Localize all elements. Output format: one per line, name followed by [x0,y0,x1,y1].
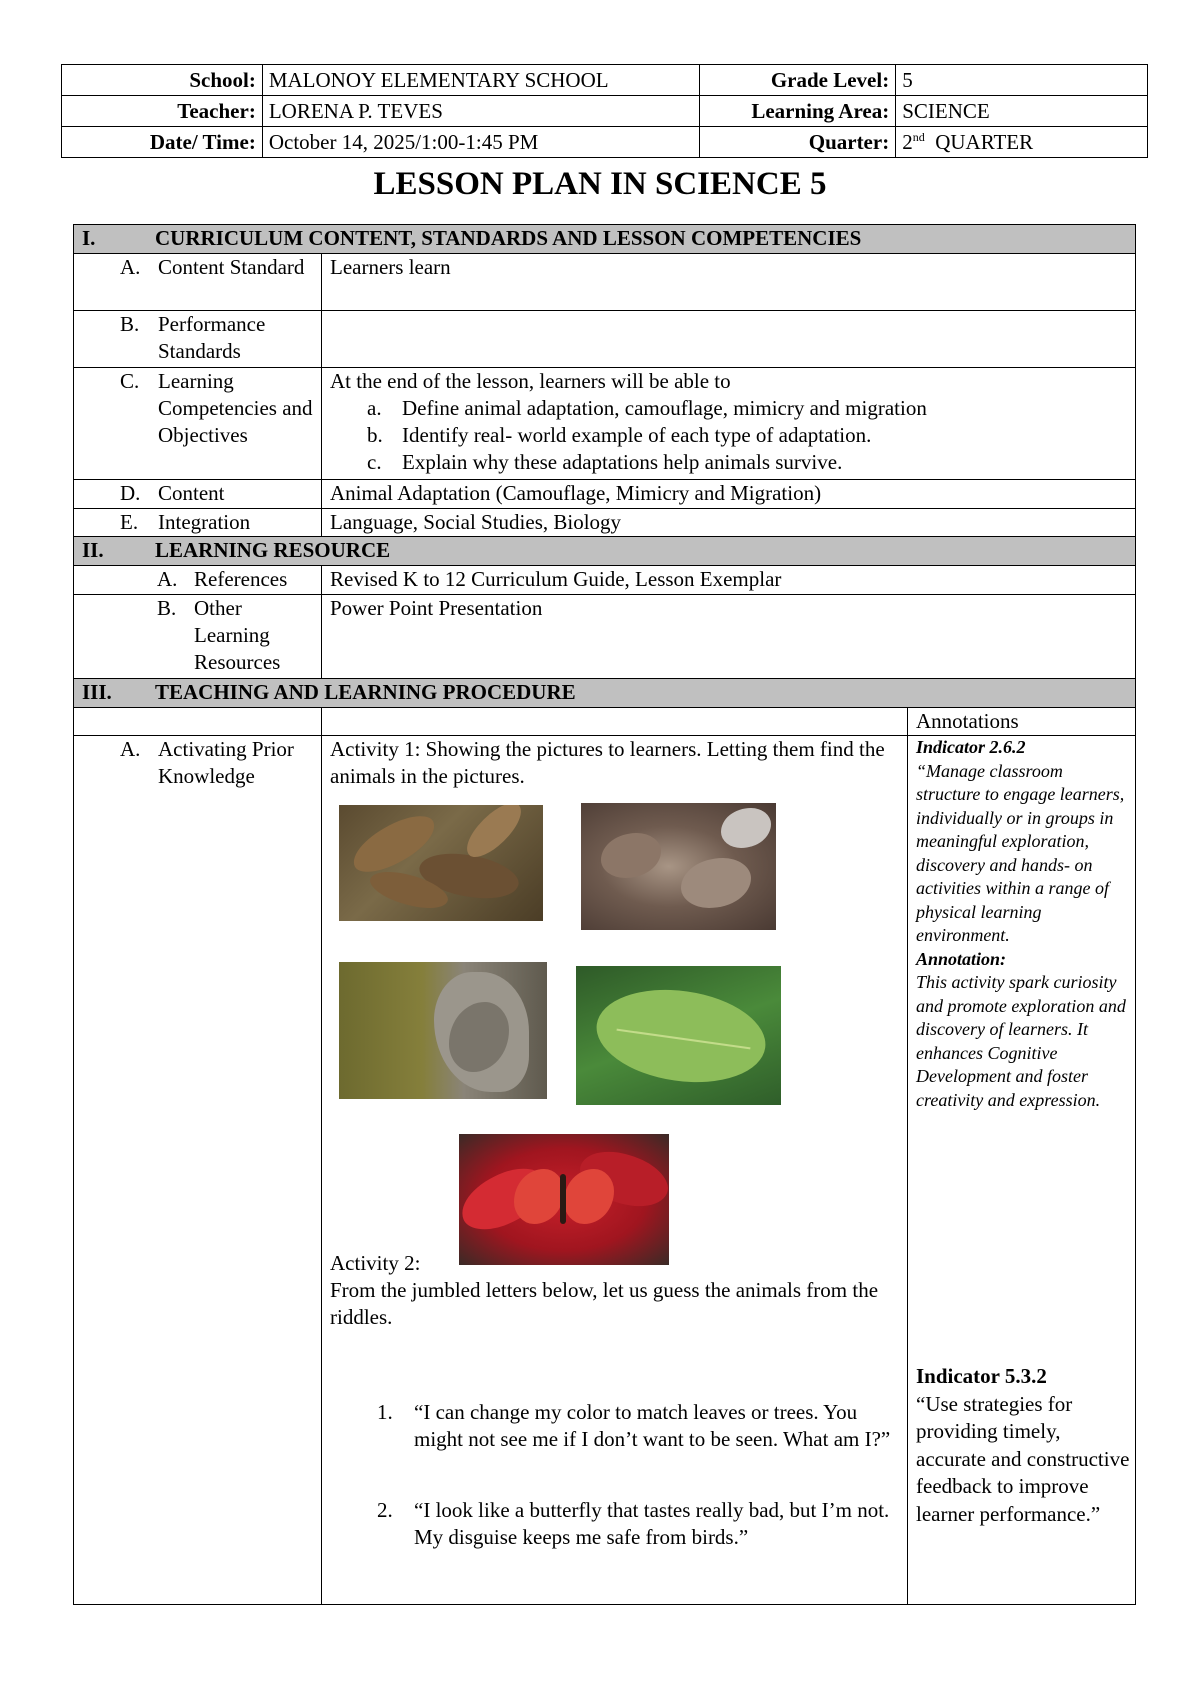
content-label-cell [74,480,322,509]
other-resources-value: Power Point Presentation [322,595,1136,679]
riddle-item [330,1497,900,1551]
teacher-value: LORENA P. TEVES [262,96,700,127]
indicator-5-3-2-title: Indicator 5.3.2 [916,1364,1047,1388]
objective-text: Identify real- world example of each type of adaptation. [402,423,872,447]
integration-label: Integration [158,510,251,534]
competencies-label-cell [74,368,322,480]
row-letter: A. [157,567,178,591]
riddle-number: 1. [377,1400,393,1424]
indicator-5-3-2-block [916,1363,1130,1528]
competencies-row [74,368,1136,480]
activity-2-block [330,1250,900,1331]
other-resources-label-cell [74,595,322,679]
performance-standards-label-cell [74,311,322,368]
camouflage-picture-scorpionfish [581,803,776,930]
objective-letter: a. [367,396,382,420]
empty-cell [322,708,908,736]
section-3-number: III. [82,680,112,704]
content-standard-value: Learners learn [322,254,1136,311]
section-1-header [74,225,1136,254]
riddle-text: “I can change my color to match leaves or trees. You might not see me if I don’t want to be seen. What am I?” [414,1400,891,1451]
quarter-label: Quarter: [700,127,896,158]
activity-1-text: Activity 1: Showing the pictures to learners. Letting them find the animals in the pictures. [330,737,885,788]
grade-value: 5 [896,65,1148,96]
objective-text: Define animal adaptation, camouflage, mimicry and migration [402,396,927,420]
dry-leaf-shape [458,805,531,864]
section-2-number: II. [82,538,104,562]
quarter-suffix: nd [912,130,925,144]
lesson-plan-table [73,224,1136,1605]
butterfly-body-shape [560,1174,566,1224]
objectives-intro: At the end of the lesson, learners will be able to [330,369,731,393]
indicator-2-6-2-block [916,736,1127,1112]
content-standard-label: Content Standard [158,255,305,279]
section-3-title: TEACHING AND LEARNING PROCEDURE [155,680,576,704]
row-letter: B. [120,312,140,336]
indicator-2-6-2-title: Indicator 2.6.2 [916,737,1026,757]
references-label-cell [74,566,322,595]
learning-area-value: SCIENCE [896,96,1148,127]
objective-letter: b. [367,423,383,447]
activating-prior-knowledge-row [74,736,1136,1605]
references-value: Revised K to 12 Curriculum Guide, Lesson Exemplar [322,566,1136,595]
activities-cell [322,736,908,1605]
content-row [74,480,1136,509]
performance-standards-label: Performance Standards [158,312,266,363]
rock-texture-shape [601,833,661,878]
integration-value: Language, Social Studies, Biology [322,509,1136,537]
content-value: Animal Adaptation (Camouflage, Mimicry and Migration) [322,480,1136,509]
riddle-text: “I look like a butterfly that tastes really bad, but I’m not. My disguise keeps me safe from birds.” [414,1498,890,1549]
performance-standards-row [74,311,1136,368]
annotations-header: Annotations [908,708,1136,736]
riddle-number: 2. [377,1498,393,1522]
empty-cell [74,708,322,736]
content-label: Content [158,481,225,505]
annotations-cell [908,736,1136,1605]
other-resources-row [74,595,1136,679]
objective-item [330,422,1127,449]
objective-item [330,449,1127,476]
mimicry-picture-red-butterfly [459,1134,669,1265]
row-letter: E. [120,510,139,534]
references-row [74,566,1136,595]
content-standard-row [74,254,1136,311]
date-time-label: Date/ Time: [62,127,263,158]
annotation-text: This activity spark curiosity and promote exploration and discovery of learners. It enhances Cognitive Development and foster creativity and expression. [916,972,1126,1110]
green-leaf-shape [591,980,772,1093]
camouflage-picture-bark-gecko [339,962,547,1099]
other-resources-label: Other Learning Resources [194,596,281,674]
rock-texture-shape [721,808,771,848]
section-2-header [74,537,1136,566]
competencies-value [322,368,1136,480]
references-label: References [194,567,288,591]
quarter-value [896,127,1148,158]
riddles-list [330,1399,900,1551]
competencies-label: Learning Competencies and Objectives [158,369,313,447]
butterfly-wing-shape [564,1169,614,1224]
row-letter: B. [157,596,177,620]
section-1-number: I. [82,226,96,250]
objective-item [330,395,1127,422]
quarter-word: QUARTER [935,130,1034,154]
activity-2-text: From the jumbled letters below, let us guess the animals from the riddles. [330,1278,879,1329]
objective-text: Explain why these adaptations help animals survive. [402,450,843,474]
rock-texture-shape [681,858,751,908]
section-3-header [74,679,1136,708]
activity-2-title: Activity 2: [330,1251,421,1275]
header-info-table [61,64,1148,158]
row-letter: C. [120,369,140,393]
section-1-title: CURRICULUM CONTENT, STANDARDS AND LESSON COMPETENCIES [155,226,862,250]
activating-label: Activating Prior Knowledge [158,737,294,788]
section-2-title: LEARNING RESOURCE [155,538,391,562]
grade-label: Grade Level: [700,65,896,96]
activating-label-cell [74,736,322,1605]
row-letter: D. [120,481,141,505]
school-value: MALONOY ELEMENTARY SCHOOL [262,65,700,96]
date-time-value: October 14, 2025/1:00-1:45 PM [262,127,700,158]
integration-label-cell [74,509,322,537]
camouflage-picture-leaf-gecko [339,805,543,921]
row-letter: A. [120,255,141,279]
camouflage-picture-leaf-insect [576,966,781,1105]
row-letter: A. [120,737,141,761]
integration-row [74,509,1136,537]
school-label: School: [62,65,263,96]
page-title: LESSON PLAN IN SCIENCE 5 [373,166,827,202]
learning-area-label: Learning Area: [700,96,896,127]
teacher-label: Teacher: [62,96,263,127]
quarter-number: 2 [902,130,913,154]
riddle-item [330,1399,900,1453]
objective-letter: c. [367,450,382,474]
indicator-2-6-2-text: “Manage classroom structure to engage learners, individually or in groups in meaningful exploration, discovery and hands- on activities within a range of physical learning environment. [916,760,1125,945]
annotation-title: Annotation: [916,948,1007,969]
indicator-5-3-2-text: “Use strategies for providing timely, accurate and constructive feedback to improve learner performance.” [916,1391,1130,1526]
content-standard-label-cell [74,254,322,311]
procedure-header-row [74,708,1136,736]
performance-standards-value [322,311,1136,368]
